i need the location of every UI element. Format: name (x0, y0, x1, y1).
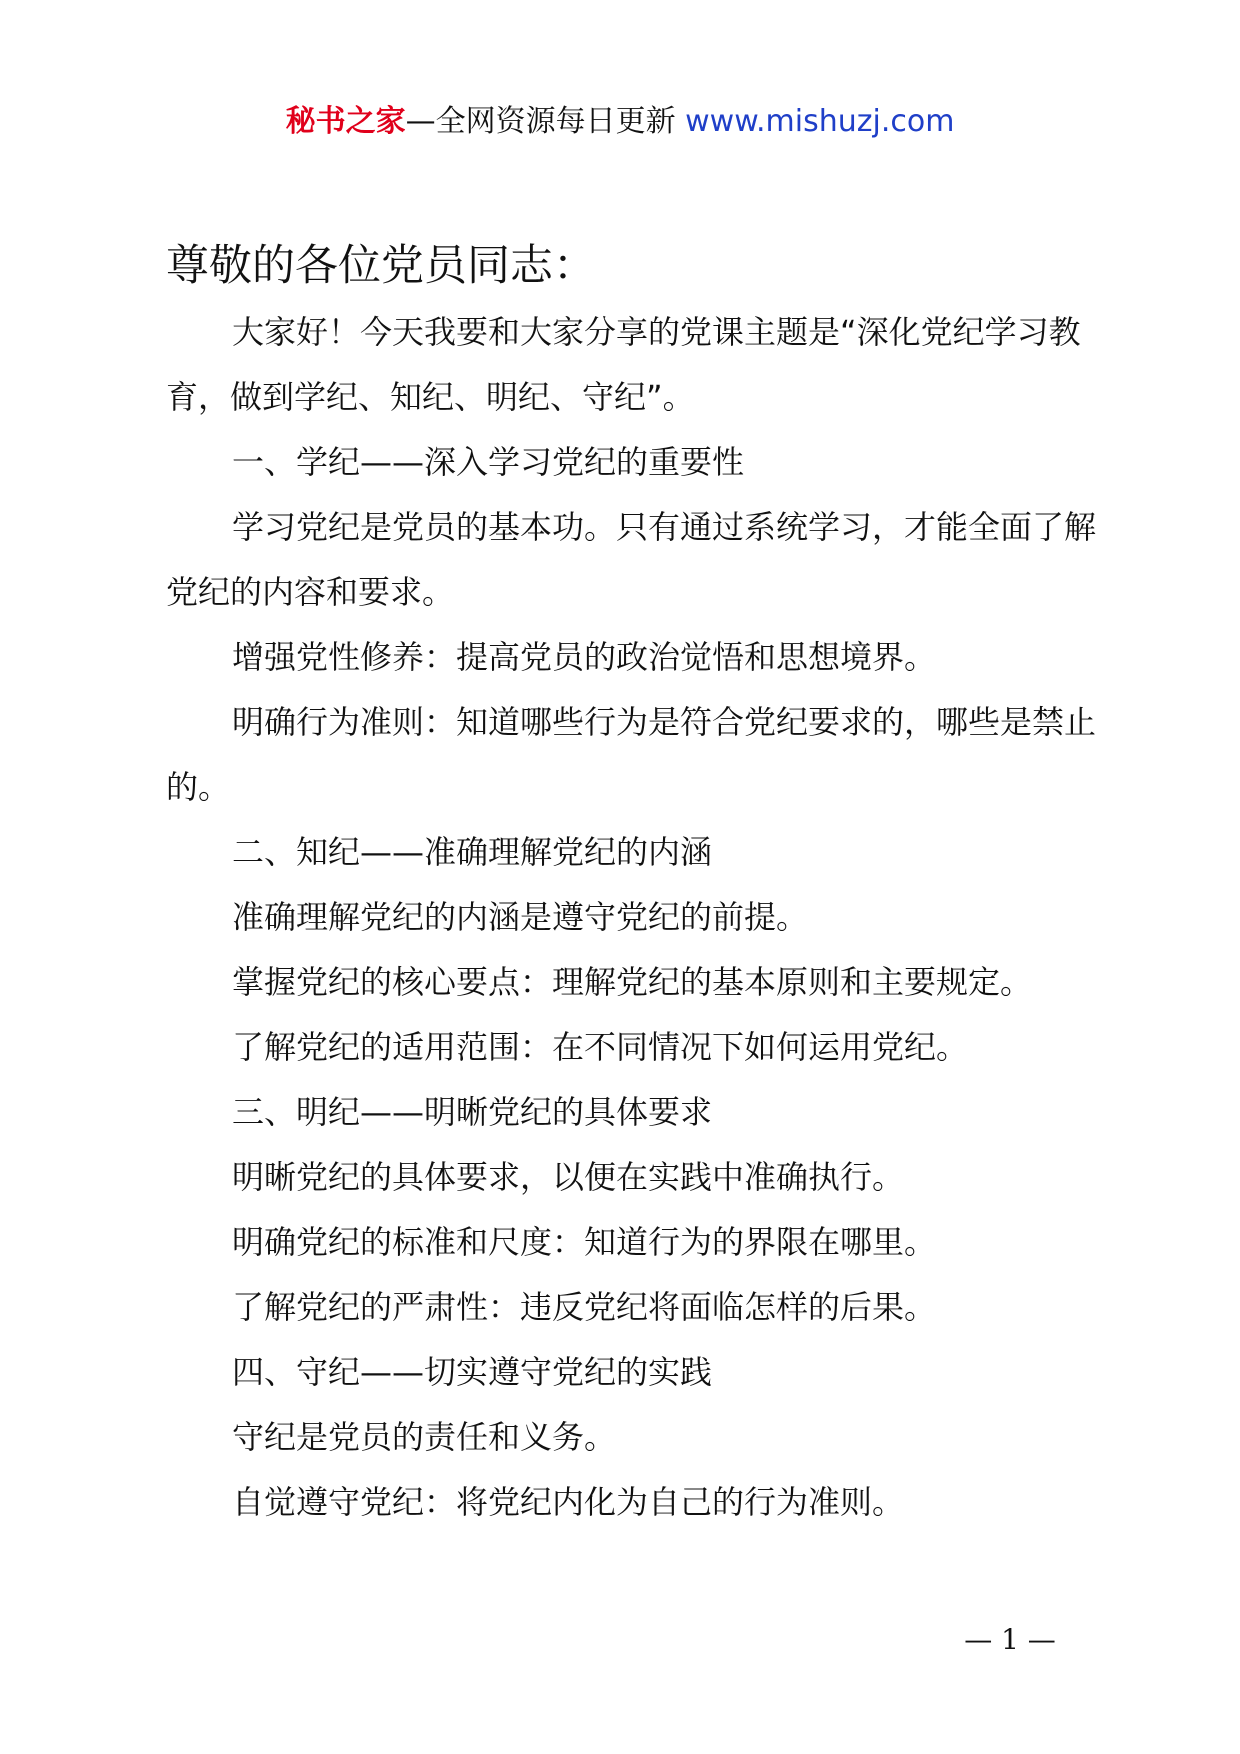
brand-name: 秘书之家 (285, 104, 406, 139)
paragraph: 明确党纪的标准和尺度：知道行为的界限在哪里。 (232, 1223, 937, 1261)
paragraph: 学习党纪是党员的基本功。只有通过系统学习，才能全面了解党纪的内容和要求。 (166, 508, 1097, 611)
paragraph: 掌握党纪的核心要点：理解党纪的基本原则和主要规定。 (232, 963, 1033, 1001)
section-heading-3: 三、明纪——明晰党纪的具体要求 (232, 1093, 713, 1131)
page-header (0, 100, 1240, 144)
section-heading-1: 一、学纪——深入学习党纪的重要性 (232, 443, 745, 481)
paragraph: 明确行为准则：知道哪些行为是符合党纪要求的，哪些是禁止的。 (166, 703, 1097, 806)
salutation: 尊敬的各位党员同志： (166, 241, 596, 291)
paragraph: 了解党纪的适用范围：在不同情况下如何运用党纪。 (232, 1028, 969, 1066)
paragraph: 增强党性修养：提高党员的政治觉悟和思想境界。 (232, 638, 937, 676)
section-heading-4: 四、守纪——切实遵守党纪的实践 (232, 1353, 713, 1391)
website-url: www.mishuzj.com (685, 104, 955, 139)
paragraph: 守纪是党员的责任和义务。 (232, 1418, 617, 1456)
section-heading-2: 二、知纪——准确理解党纪的内涵 (232, 833, 713, 871)
paragraph: 了解党纪的严肃性：违反党纪将面临怎样的后果。 (232, 1288, 937, 1326)
page-number: — 1 — (964, 1623, 1056, 1656)
paragraph: 自觉遵守党纪：将党纪内化为自己的行为准则。 (232, 1483, 905, 1521)
document-body (166, 236, 1096, 1535)
paragraph-intro: 大家好！今天我要和大家分享的党课主题是“深化党纪学习教育，做到学纪、知纪、明纪、守纪”。 (166, 313, 1081, 416)
header-tagline: —全网资源每日更新 (405, 104, 686, 139)
paragraph: 准确理解党纪的内涵是遵守党纪的前提。 (232, 898, 809, 936)
paragraph: 明晰党纪的具体要求，以便在实践中准确执行。 (232, 1158, 905, 1196)
